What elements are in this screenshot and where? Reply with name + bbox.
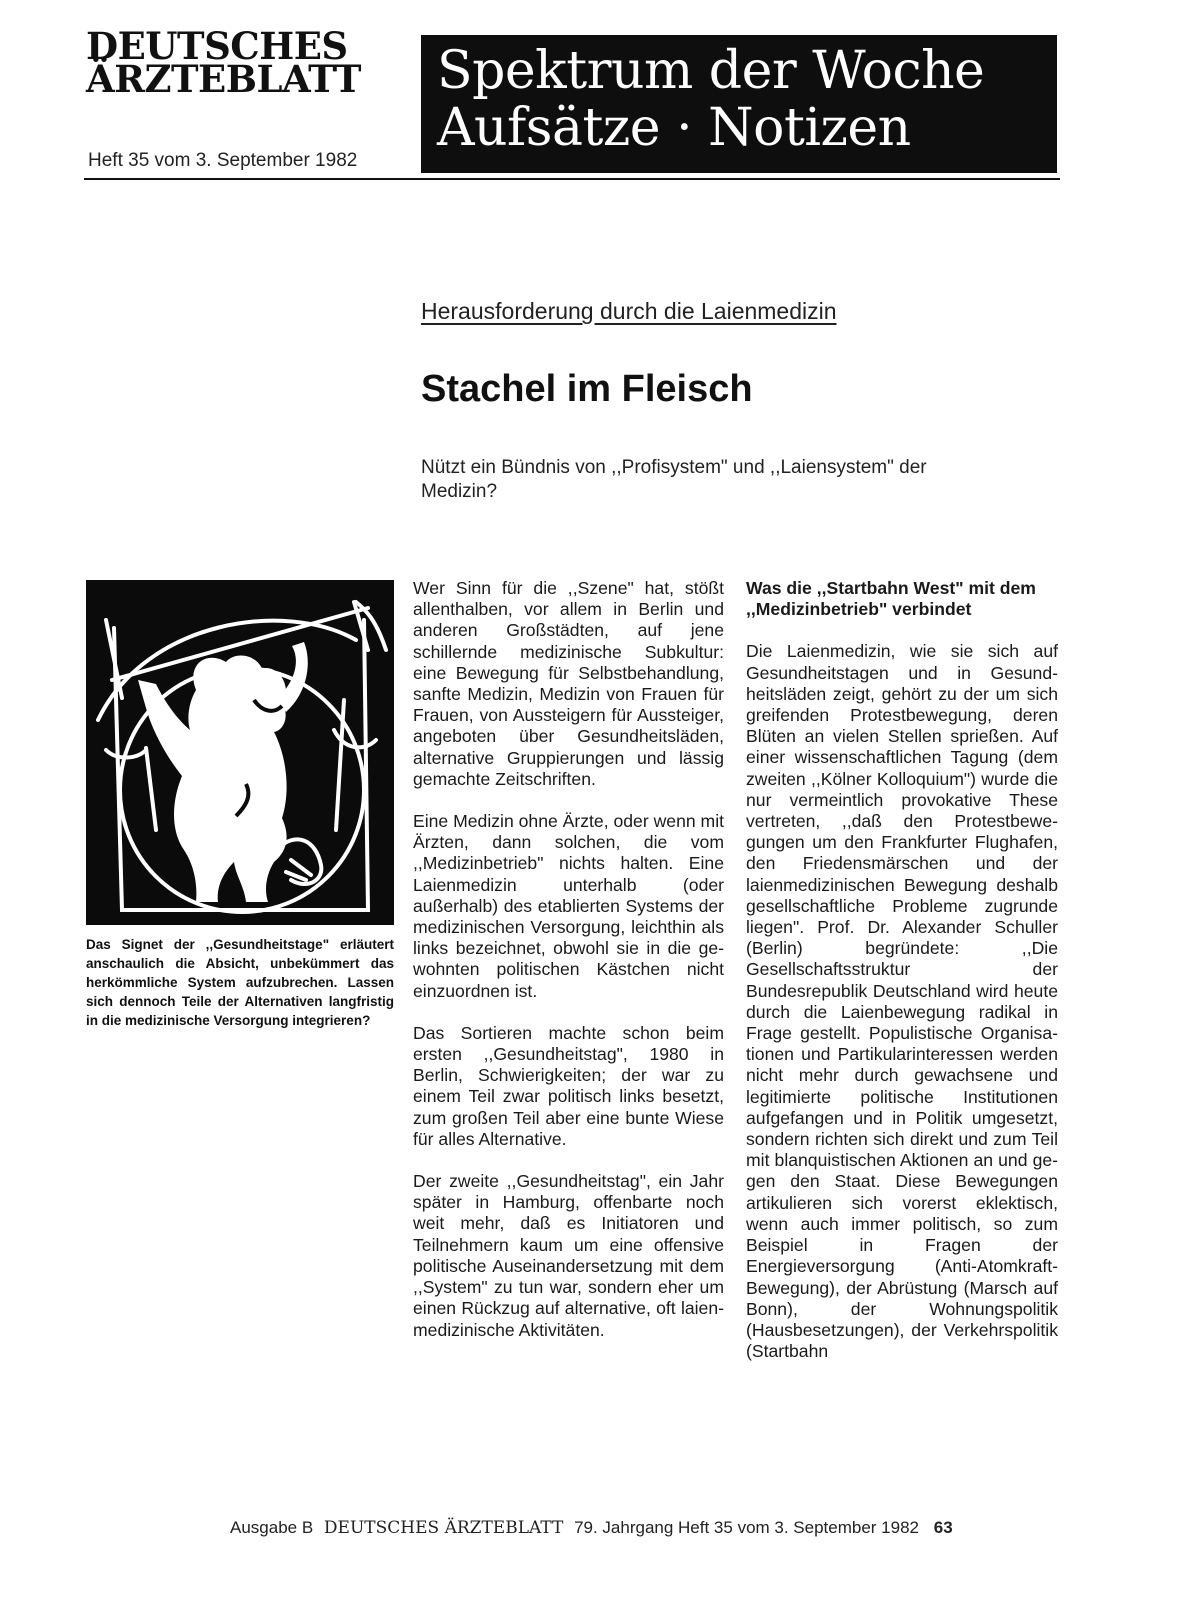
paragraph: Der zweite ,,Gesundheitstag", ein Jahr später in Hamburg, offenbarte noch weit mehr, daß es Initiatoren und Teilnehmern kaum um eine offensive politische Auseinandersetzung mit dem ,,System" zu tun war, sondern eher um einen Rückzug auf alternative, oft laienmedizinische Aktivitäten. xyxy=(413,1171,724,1340)
page-number: 63 xyxy=(933,1518,953,1537)
section-subhead: Was die ,,Startbahn West" mit dem ,,Medizinbetrieb" verbindet xyxy=(746,578,1036,620)
body-column-right xyxy=(746,578,1058,1383)
paragraph: Die Laienmedizin, wie sie sich auf Gesundheitstagen und in Gesundheitsläden zeigt, gehört zu der um sich greifenden Protestbewegung, deren Blüten an vielen Stellen sprießen. Auf einer wissenschaftlichen Tagung (dem zweiten ,,Kölner Kolloquium") wurde die nur vermeintlich provokative These vertreten, ,,daß den Protestbewegungen um den Frankfurter Flughafen, den Friedensmärschen und der laienmedizinischen Bewegung deshalb gesellschaftliche Probleme zugrunde liegen". Prof. Dr. Alexander Schuller (Berlin) begründete: ,,Die Gesellschaftsstruktur der Bundesrepublik Deutschland wird heute durch die Laienbewegung radikal in Frage gestellt. Populistische Organisationen und Partikularinteressen werden nicht mehr durch gewachsene und legitimierte politische Institutionen aufgefangen und in Politik umgesetzt, sondern richten sich direkt und zum Teil mit blanquistischen Aktionen an und gegen den Staat. Diese Bewegungen artikulieren sich vorerst eklektisch, wenn auch immer politisch, so zum Beispiel in Fragen der Energieversorgung (Anti-Atomkraft-Bewegung), der Abrüstung (Marsch auf Bonn), der Wohnungspolitik (Hausbesetzungen), der Verkehrspolitik (Startbahn xyxy=(746,641,1058,1362)
masthead-rule xyxy=(84,178,1060,180)
paragraph: Wer Sinn für die ,,Szene" hat, stößt allenthalben, vor allem in Berlin und anderen Großstädten, auf jene schillernde medizinische Subkultur: eine Bewegung für Selbstbehandlung, sanfte Medizin, Medizin von Frauen für Frauen, von Aussteigern für Aussteiger, angeboten über Gesundheitsläden, alternative Gruppierungen und lässig gemachte Zeitschriften. xyxy=(413,578,724,789)
signet-illustration xyxy=(86,580,394,925)
logo-line-1: DEUTSCHES xyxy=(86,24,348,68)
article-deck: Nützt ein Bündnis von ,,Profisystem" und ,,Laiensystem" der Medizin? xyxy=(421,457,927,502)
body-column-middle xyxy=(413,578,724,1362)
figure-caption: Das Signet der ,,Gesundheitstage" erläutert anschaulich die Absicht, unbekümmert das herkömmliche System aufzubrechen. Lassen sich dennoch Teile der Alternativen langfristig in die medizinische Versorgung integrieren? xyxy=(86,937,394,1028)
journal-logo xyxy=(86,24,406,101)
article-kicker: Herausforderung durch die Laienmedizin xyxy=(421,298,837,324)
signet-drawing xyxy=(86,580,394,925)
paragraph: Eine Medizin ohne Ärzte, oder wenn mit Ärzten, dann solchen, die vom ,,Medizinbetrieb" nichts halten. Eine Laienmedizin unterhalb (oder außerhalb) des etablierten Systems der medizinischen Versorgung, leichthin als links bezeichnet, obwohl sie in die gewohnten politischen Kästchen nicht einzuordnen ist. xyxy=(413,811,724,1001)
section-banner xyxy=(421,35,1057,173)
page-footer xyxy=(230,1518,1060,1538)
article-headline: Stachel im Fleisch xyxy=(421,368,753,410)
banner-line-2: Aufsätze · Notizen xyxy=(437,98,911,158)
footer-brand: DEUTSCHES ÄRZTEBLATT xyxy=(323,1518,564,1538)
logo-line-2: ÄRZTEBLATT xyxy=(86,57,361,101)
banner-line-1: Spektrum der Woche xyxy=(437,41,985,101)
issue-line: Heft 35 vom 3. September 1982 xyxy=(88,150,358,171)
footer-edition: Ausgabe B xyxy=(230,1518,314,1537)
footer-details: 79. Jahrgang Heft 35 vom 3. September 1982 xyxy=(574,1518,920,1537)
paragraph: Das Sortieren machte schon beim ersten ,,Gesundheitstag", 1980 in Berlin, Schwierigkeiten; der war zu einem Teil zwar politisch links besetzt, zum großen Teil aber eine bunte Wiese für alles Alternative. xyxy=(413,1022,724,1149)
